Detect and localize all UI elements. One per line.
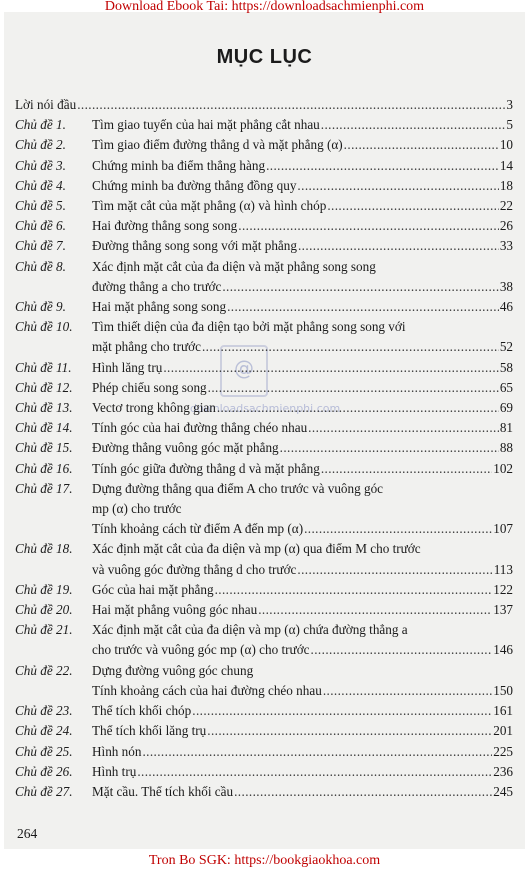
toc-entry[interactable] (15, 135, 513, 155)
toc-entry[interactable] (15, 176, 513, 196)
toc-entry[interactable] (15, 398, 513, 418)
toc-entry[interactable] (15, 156, 513, 176)
toc-entry-title: Phép chiếu song song (92, 379, 207, 395)
toc-entry-label: Chủ đề 7. (15, 238, 66, 254)
toc-entry-label: Chủ đề 24. (15, 723, 73, 739)
toc-entry-title: Thể tích khối lăng trụ (92, 723, 207, 739)
toc-entry[interactable] (15, 620, 513, 660)
toc-entry-page: 150 (493, 682, 513, 698)
toc-entry[interactable] (15, 721, 513, 741)
toc-entry[interactable] (15, 236, 513, 256)
toc-entry-label: Chủ đề 21. (15, 622, 73, 638)
toc-entry-title: Hình trụ (92, 763, 137, 779)
toc-entry[interactable] (15, 216, 513, 236)
watermark-icon: @ (220, 345, 268, 397)
toc-entry-label: Chủ đề 26. (15, 763, 73, 779)
toc-entry-title: Tính góc của hai đường thẳng chéo nhau (92, 420, 308, 436)
toc-entry-page: 10 (499, 137, 513, 153)
toc-entry-title: Tìm mặt cắt của mặt phẳng (α) và hình chóp (92, 198, 327, 214)
toc-entry-title: Hai mặt phẳng vuông góc nhau (92, 602, 258, 618)
toc-leader-dots (258, 600, 492, 620)
toc-entry-label: Chủ đề 6. (15, 218, 66, 234)
toc-entry-label: Chủ đề 25. (15, 743, 73, 759)
toc-entry-title: Góc của hai mặt phẳng (92, 581, 214, 597)
toc-entry-page: 81 (499, 420, 513, 436)
toc-entry[interactable] (15, 378, 513, 398)
toc-entry[interactable] (15, 438, 513, 458)
toc-entry-label: Chủ đề 17. (15, 480, 73, 496)
toc-entry-page: 18 (499, 177, 513, 193)
toc-entry-page: 236 (493, 763, 513, 779)
toc-entry-title: mp (α) cho trước (92, 501, 182, 517)
toc-leader-dots (297, 560, 492, 580)
toc-preface-label: Lời nói đầu (15, 97, 77, 112)
toc-leader-dots (202, 337, 499, 357)
toc-entry-page: 102 (493, 460, 513, 476)
toc-entry-label: Chủ đề 13. (15, 400, 73, 416)
toc-leader-dots (207, 721, 492, 741)
toc-entry-title: Xác định mặt cắt của đa diện và mặt phẳng song song (92, 258, 376, 274)
toc-entry-title: Tính góc giữa đường thẳng d và mặt phẳng (92, 460, 320, 476)
toc-entry-page: 38 (499, 278, 513, 294)
toc-entry-title: Tính khoảng cách của hai đường chéo nhau (92, 682, 322, 698)
toc-entry-label: Chủ đề 22. (15, 662, 73, 678)
toc-entry-page: 161 (493, 703, 513, 719)
toc-entry-title: Đường thẳng song song với mặt phẳng (92, 238, 297, 254)
toc-entry-page: 113 (493, 561, 513, 577)
toc-entry-page: 33 (499, 238, 513, 254)
download-banner[interactable]: Download Ebook Tai: https://downloadsachmienphi.com (104, 0, 425, 14)
toc-entry-label: Chủ đề 9. (15, 299, 66, 315)
toc-entry[interactable] (15, 539, 513, 579)
toc-entry-label: Chủ đề 5. (15, 198, 66, 214)
toc-leader-dots (142, 742, 492, 762)
toc-entry-label: Chủ đề 19. (15, 581, 73, 597)
toc-entry[interactable] (15, 418, 513, 438)
toc-entry-page: 122 (493, 581, 513, 597)
toc-leader-dots (215, 580, 493, 600)
toc-leader-dots (238, 216, 499, 236)
toc-entry-title: Mặt cầu. Thể tích khối cầu (92, 783, 234, 799)
toc-entry-label: Chủ đề 1. (15, 117, 66, 133)
toc-entry-page: 14 (499, 157, 513, 173)
toc-entry-title: Dựng đường thẳng qua điểm A cho trước và vuông góc (92, 480, 384, 496)
toc-entry-title: Thể tích khối chóp (92, 703, 192, 719)
toc-entry[interactable] (15, 580, 513, 600)
toc-leader-dots (192, 701, 492, 721)
toc-entry-page: 22 (499, 198, 513, 214)
toc-entry-title: đường thẳng a cho trước (92, 278, 222, 294)
toc-entry[interactable] (15, 782, 513, 802)
toc-leader-dots (137, 762, 492, 782)
toc-entry-page: 225 (493, 743, 513, 759)
toc-entry-page: 201 (493, 723, 513, 739)
toc-leader-dots (222, 277, 499, 297)
page-number: 264 (17, 826, 38, 841)
toc-entry-title: Tính khoảng cách từ điểm A đến mp (α) (92, 521, 304, 537)
toc-entry-label: Chủ đề 20. (15, 602, 73, 618)
toc-entry-label: Chủ đề 15. (15, 440, 73, 456)
toc-entry-label: Chủ đề 27. (15, 783, 73, 799)
toc-entry-label: Chủ đề 10. (15, 319, 73, 335)
toc-leader-dots (208, 378, 499, 398)
toc-leader-dots (311, 640, 493, 660)
toc-entry-title: Tìm thiết diện của đa diện tạo bởi mặt phẳng song song với (92, 319, 406, 335)
toc-entry[interactable] (15, 115, 513, 135)
toc-entry[interactable] (15, 257, 513, 297)
toc-leader-dots (227, 297, 499, 317)
toc-leader-dots (217, 398, 499, 418)
toc-entry-page: 52 (499, 339, 513, 355)
toc-entry-label: Chủ đề 2. (15, 137, 66, 153)
toc-entry[interactable] (15, 358, 513, 378)
toc-entry-label: Chủ đề 11. (15, 359, 72, 375)
watermark-text: downloadsachmienphi.com (190, 402, 341, 415)
toc-entry-title: Hình nón (92, 743, 142, 759)
toc-entry-page: 146 (493, 642, 513, 658)
toc-leader-dots (266, 156, 499, 176)
toc-entry-page: 5 (506, 117, 513, 133)
toc-leader-dots (163, 358, 498, 378)
toc-entry[interactable] (15, 459, 513, 479)
toc-leader-dots (297, 176, 498, 196)
toc-entry-title: Dựng đường vuông góc chung (92, 662, 254, 678)
toc-entry-title: Hai đường thẳng song song (92, 218, 238, 234)
toc-entry[interactable] (15, 297, 513, 317)
toc-entry-title: mặt phẳng cho trước (92, 339, 201, 355)
toc-entry-title: Chứng minh ba đường thẳng đồng quy (92, 177, 297, 193)
toc-entry[interactable] (15, 317, 513, 357)
toc-entry-page: 245 (493, 783, 513, 799)
toc-entry[interactable] (15, 600, 513, 620)
toc-entry-page: 46 (499, 299, 513, 315)
toc-entry-title: và vuông góc đường thẳng d cho trước (92, 561, 297, 577)
table-of-contents (15, 95, 513, 802)
toc-leader-dots (323, 681, 492, 701)
toc-leader-dots (308, 418, 499, 438)
toc-entry-page: 65 (499, 379, 513, 395)
toc-leader-dots (77, 95, 505, 115)
toc-leader-dots (327, 196, 498, 216)
toc-entry-title: Hai mặt phẳng song song (92, 299, 227, 315)
sgk-banner[interactable]: Tron Bo SGK: https://bookgiaokhoa.com (148, 853, 381, 868)
toc-entry-page: 107 (493, 521, 513, 537)
toc-entry-title: Hình lăng trụ (92, 359, 163, 375)
toc-entry-label: Chủ đề 3. (15, 157, 66, 173)
toc-entry-label: Chủ đề 12. (15, 379, 73, 395)
toc-entry-title: cho trước và vuông góc mp (α) cho trước (92, 642, 310, 658)
toc-entry-page: 88 (499, 440, 513, 456)
toc-entry[interactable] (15, 742, 513, 762)
toc-entry-label: Chủ đề 18. (15, 541, 73, 557)
toc-entry-title: Tìm giao tuyến của hai mặt phẳng cắt nhau (92, 117, 320, 133)
toc-entry-page: 26 (499, 218, 513, 234)
toc-leader-dots (298, 236, 499, 256)
toc-preface-page: 3 (506, 97, 513, 112)
toc-entry[interactable] (15, 762, 513, 782)
toc-entry-title: Xác định mặt cắt của đa diện và mp (α) qua điểm M cho trước (92, 541, 421, 557)
toc-leader-dots (234, 782, 492, 802)
toc-entry-title: Chứng minh ba điểm thẳng hàng (92, 157, 266, 173)
toc-entry-label: Chủ đề 23. (15, 703, 73, 719)
toc-entry-page: 137 (493, 602, 513, 618)
toc-entry[interactable] (15, 701, 513, 721)
toc-preface[interactable] (15, 95, 513, 115)
toc-entry[interactable] (15, 661, 513, 701)
toc-leader-dots (321, 115, 506, 135)
page-title: MỤC LỤC (216, 46, 313, 68)
toc-entry-label: Chủ đề 4. (15, 177, 66, 193)
toc-leader-dots (304, 519, 492, 539)
toc-entry-label: Chủ đề 8. (15, 258, 66, 274)
toc-entry-page: 69 (499, 400, 513, 416)
toc-entry-title: Xác định mặt cắt của đa diện và mp (α) chứa đường thẳng a (92, 622, 408, 638)
toc-leader-dots (321, 459, 492, 479)
toc-entry[interactable] (15, 196, 513, 216)
toc-entry-title: Tìm giao điểm đường thẳng d và mặt phẳng (α) (92, 137, 343, 153)
toc-leader-dots (344, 135, 499, 155)
toc-entry-label: Chủ đề 14. (15, 420, 73, 436)
toc-entry-label: Chủ đề 16. (15, 460, 73, 476)
toc-entry-title: Đường thẳng vuông góc mặt phẳng (92, 440, 279, 456)
toc-leader-dots (280, 438, 499, 458)
toc-entry-page: 58 (499, 359, 513, 375)
toc-entry[interactable] (15, 479, 513, 540)
toc-entry-title: Vectơ trong không gian (92, 400, 216, 416)
